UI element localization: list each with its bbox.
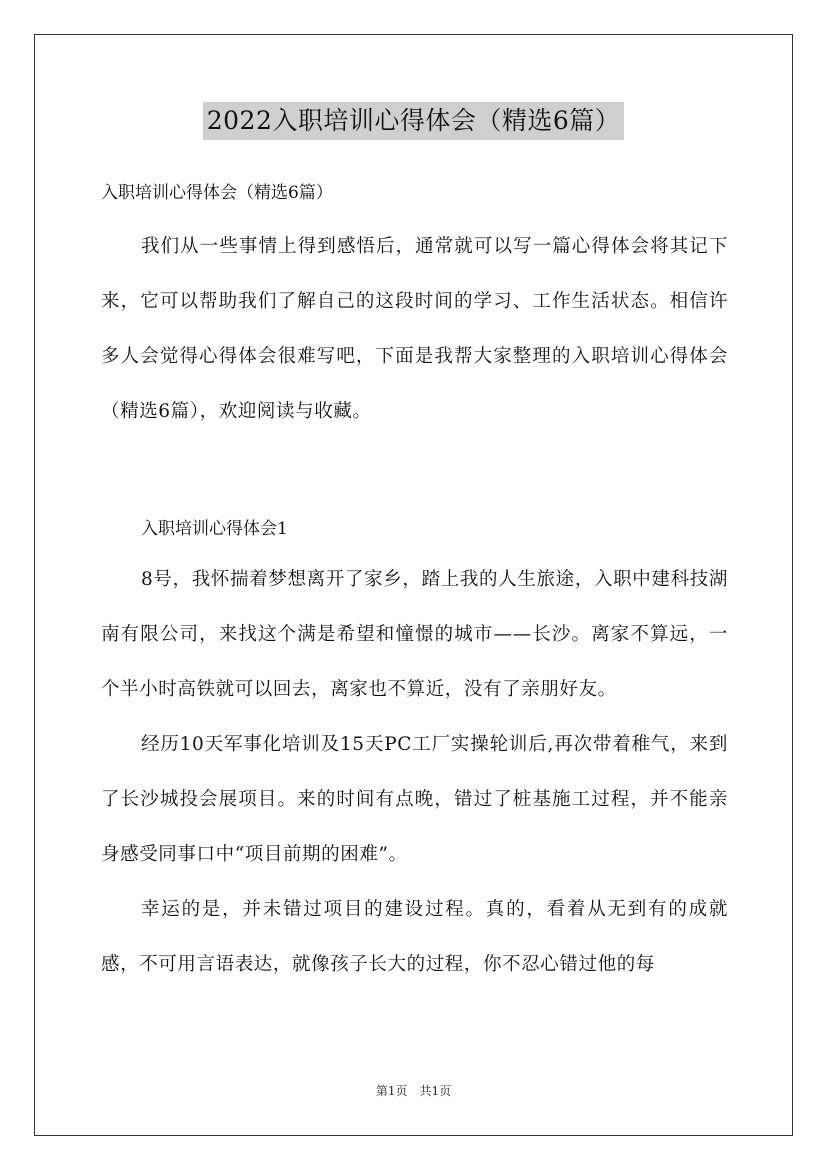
page-total: 共1页 [419,1084,452,1098]
document-subtitle: 入职培训心得体会（精选6篇） [101,183,333,203]
body-paragraph: 幸运的是，并未错过项目的建设过程。真的，看着从无到有的成就感，不可用言语表达，就像孩子长大的过程，你不忍心错过他的每 [101,899,728,975]
document-body [101,177,728,992]
page-footer [0,1083,827,1099]
document-title: 2022入职培训心得体会（精选6篇） [203,102,625,140]
body-paragraph: 经历10天军事化培训及15天PC工厂实操轮训后,再次带着稚气，来到了长沙城投会展项目。来的时间有点晚，错过了桩基施工过程，并不能亲身感受同事口中“项目前期的困难”。 [101,734,728,865]
section-heading: 入职培训心得体会1 [141,519,288,539]
page-number: 第1页 [375,1084,408,1098]
intro-paragraph: 我们从一些事情上得到感悟后，通常就可以写一篇心得体会将其记下来，它可以帮助我们了解自己的这段时间的学习、工作生活状态。相信许多人会觉得心得体会很难写吧，下面是我帮大家整理的入职培训心得体会（精选6篇），欢迎阅读与收藏。 [101,236,728,422]
body-paragraph: 8号，我怀揣着梦想离开了家乡，踏上我的人生旅途，入职中建科技湖南有限公司，来找这个满是希望和憧憬的城市——长沙。离家不算远，一个半小时高铁就可以回去，离家也不算近，没有了亲朋好友。 [101,569,728,700]
title-container [0,102,827,140]
